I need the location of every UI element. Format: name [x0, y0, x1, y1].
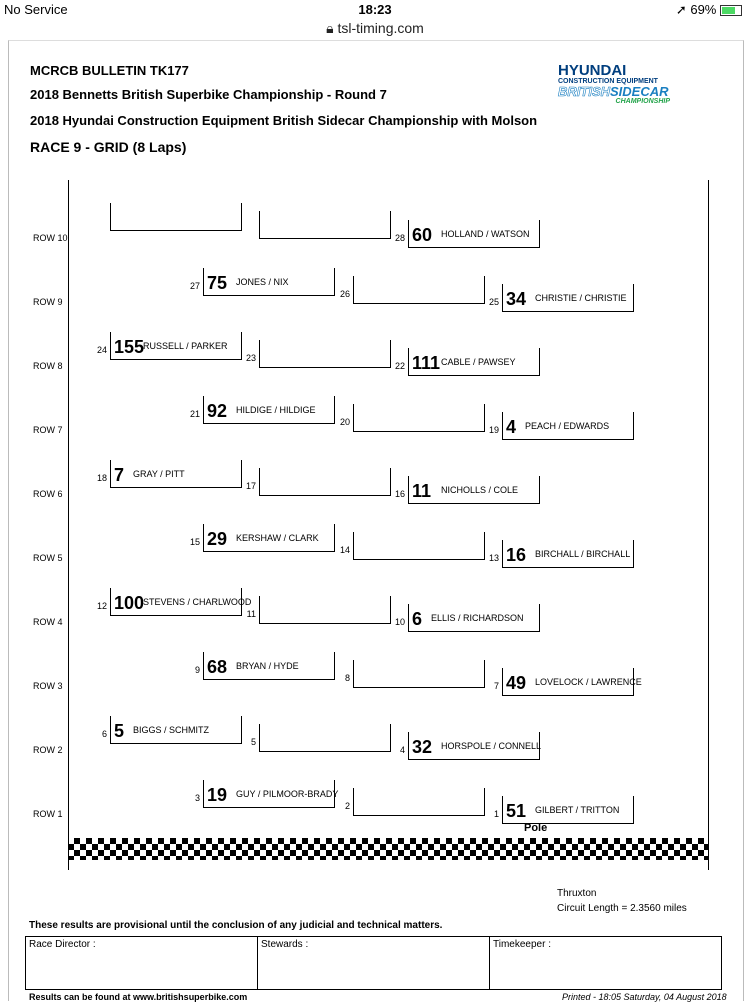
grid-left-border	[68, 180, 69, 870]
racing-number: 19	[207, 785, 228, 805]
crew-names: CHRISTIE / CHRISTIE	[535, 293, 627, 303]
crew-names: PEACH / EDWARDS	[525, 421, 610, 431]
grid-position: 16	[394, 489, 405, 499]
logo-sidecar: SIDECAR	[610, 84, 669, 99]
grid-position: 18	[96, 473, 107, 483]
crew-names: NICHOLLS / COLE	[441, 485, 519, 495]
grid-position: 12	[96, 601, 107, 611]
racing-number: 92	[207, 401, 228, 421]
crew-names: BIRCHALL / BIRCHALL	[535, 549, 631, 559]
race-director-cell: Race Director :	[26, 937, 258, 990]
crew-names: GILBERT / TRITTON	[535, 805, 620, 815]
battery-percent: 69%	[690, 2, 717, 17]
grid-position: 28	[394, 233, 405, 243]
racing-number: 75	[207, 273, 228, 293]
crew-names: STEVENS / CHARLWOOD	[143, 597, 252, 607]
logo-sub: CONSTRUCTION EQUIPMENT	[558, 78, 658, 85]
racing-number: 4	[506, 417, 517, 437]
grid-slot-empty	[353, 404, 485, 432]
grid-position: 21	[189, 409, 200, 419]
crew-names: HOLLAND / WATSON	[441, 229, 530, 239]
status-bar	[0, 0, 750, 18]
printed-timestamp: Printed - 18:05 Saturday, 04 August 2018	[562, 992, 727, 1002]
racing-number: 7	[114, 465, 125, 485]
grid-slot-empty	[353, 660, 485, 688]
row-label: ROW 3	[33, 681, 63, 691]
row-label: ROW 1	[33, 809, 63, 819]
grid-slot-empty	[259, 724, 391, 752]
crew-names: LOVELOCK / LAWRENCE	[535, 677, 642, 687]
row-label: ROW 2	[33, 745, 63, 755]
grid-slot-empty	[259, 596, 391, 624]
grid-position: 3	[194, 793, 200, 803]
row-label: ROW 4	[33, 617, 63, 627]
grid-slot-empty	[110, 203, 242, 231]
bulletin-title: MCRCB BULLETIN TK177	[30, 63, 189, 78]
racing-number: 49	[506, 673, 527, 693]
timekeeper-cell: Timekeeper :	[490, 937, 722, 990]
racing-number: 60	[412, 225, 433, 245]
grid-position: 22	[394, 361, 405, 371]
racing-number: 100	[114, 593, 145, 613]
crew-names: HORSPOLE / CONNELL	[441, 741, 542, 751]
racing-number: 29	[207, 529, 228, 549]
racing-number: 155	[114, 337, 145, 357]
grid-position: 8	[344, 673, 350, 683]
logo-championship: CHAMPIONSHIP	[615, 98, 670, 105]
logo-brand: HYUNDAI	[558, 62, 627, 79]
chequered-flag	[68, 838, 708, 860]
grid-position: 20	[339, 417, 350, 427]
stewards-cell: Stewards :	[258, 937, 490, 990]
grid-position: 25	[488, 297, 499, 307]
grid-slot-empty	[353, 788, 485, 816]
address-bar[interactable]	[0, 20, 750, 37]
clock: 18:23	[358, 2, 392, 17]
racing-number: 111	[412, 353, 441, 373]
crew-names: RUSSELL / PARKER	[143, 341, 228, 351]
location-icon: ➚	[675, 2, 687, 17]
championship-title: 2018 Bennetts British Superbike Championship - Round 7	[30, 87, 387, 102]
grid-position: 10	[394, 617, 405, 627]
racing-number: 5	[114, 721, 125, 741]
circuit-length: Circuit Length = 2.3560 miles	[557, 903, 687, 914]
grid-position: 15	[189, 537, 200, 547]
crew-names: ELLIS / RICHARDSON	[431, 613, 524, 623]
racing-number: 51	[506, 801, 527, 821]
racing-number: 32	[412, 737, 433, 757]
crew-names: BRYAN / HYDE	[236, 661, 299, 671]
racing-number: 16	[506, 545, 527, 565]
crew-names: BIGGS / SCHMITZ	[133, 725, 210, 735]
grid-position: 13	[488, 553, 499, 563]
row-label: ROW 7	[33, 425, 63, 435]
circuit-name: Thruxton	[557, 888, 597, 899]
pole-label: Pole	[524, 822, 548, 834]
grid-position: 26	[339, 289, 350, 299]
grid-position: 5	[250, 737, 256, 747]
results-link[interactable]: Results can be found at www.britishsuperbike.com	[29, 992, 248, 1002]
row-label: ROW 5	[33, 553, 63, 563]
grid-slot-empty	[259, 211, 391, 239]
grid-position: 9	[194, 665, 200, 675]
url-text: tsl-timing.com	[337, 20, 424, 36]
row-label: ROW 9	[33, 297, 63, 307]
battery-icon	[720, 5, 742, 16]
grid-position: 2	[344, 801, 350, 811]
crew-names: GUY / PILMOOR-BRADY	[236, 789, 339, 799]
grid-slot-empty	[353, 532, 485, 560]
lock-icon: 🔒︎	[326, 20, 334, 36]
crew-names: KERSHAW / CLARK	[236, 533, 319, 543]
crew-names: HILDIGE / HILDIGE	[236, 405, 316, 415]
crew-names: CABLE / PAWSEY	[441, 357, 516, 367]
row-label: ROW 8	[33, 361, 63, 371]
grid-position: 27	[189, 281, 200, 291]
crew-names: JONES / NIX	[236, 277, 289, 287]
grid-position: 11	[246, 609, 256, 619]
grid-position: 17	[245, 481, 256, 491]
racing-number: 68	[207, 657, 228, 677]
grid-slot-empty	[259, 340, 391, 368]
grid-position: 7	[493, 681, 499, 691]
signature-table	[25, 936, 722, 990]
racing-number: 6	[412, 609, 423, 629]
logo-british: BRITISH	[558, 84, 610, 99]
race-title: RACE 9 - GRID (8 Laps)	[30, 139, 187, 155]
battery-indicator	[676, 2, 742, 18]
grid-position: 23	[245, 353, 256, 363]
grid-slot-empty	[259, 468, 391, 496]
grid-position: 14	[339, 545, 350, 555]
racing-number: 11	[412, 481, 432, 501]
grid-position: 19	[488, 425, 499, 435]
racing-number: 34	[506, 289, 527, 309]
grid-position: 6	[101, 729, 107, 739]
carrier-text: No Service	[4, 2, 68, 17]
series-title: 2018 Hyundai Construction Equipment British Sidecar Championship with Molson	[30, 113, 538, 128]
grid-position: 1	[493, 809, 499, 819]
grid-position: 24	[96, 345, 107, 355]
championship-logo	[558, 62, 670, 122]
provisional-notice: These results are provisional until the conclusion of any judicial and technical matters.	[29, 920, 443, 931]
grid-right-border	[708, 180, 709, 870]
grid-position: 4	[399, 745, 405, 755]
row-label: ROW 10	[33, 233, 68, 243]
grid-slot-empty	[353, 276, 485, 304]
crew-names: GRAY / PITT	[133, 469, 185, 479]
row-label: ROW 6	[33, 489, 63, 499]
